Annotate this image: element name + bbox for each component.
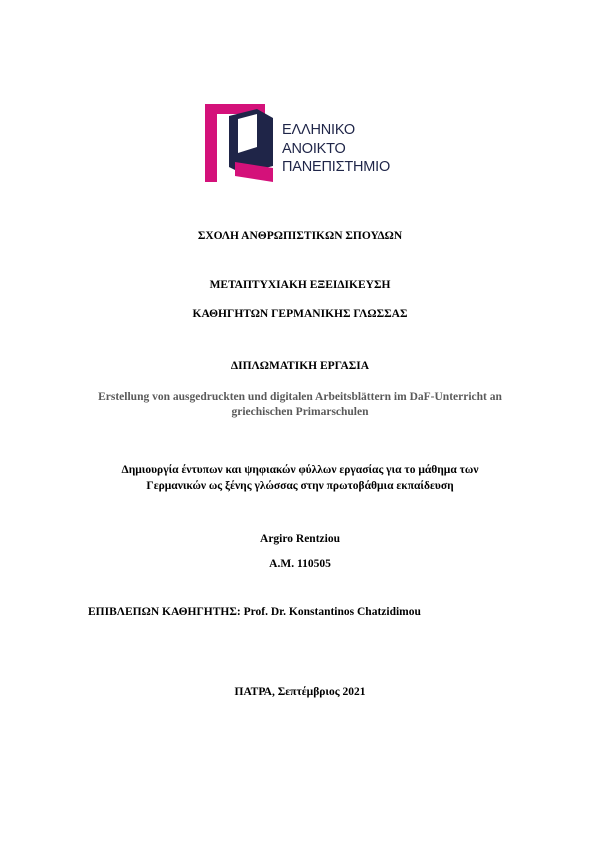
- program-line-1: ΜΕΤΑΠΤΥΧΙΑΚΗ ΕΞΕΙΔΙΚΕΥΣΗ: [209, 279, 391, 291]
- university-logo: [205, 104, 405, 182]
- german-title-line-2: griechischen Primarschulen: [231, 406, 369, 418]
- greek-title-line-1: Δημιουργία έντυπων και ψηφιακών φύλλων εργασίας για το μάθημα των: [121, 464, 479, 476]
- student-id: A.M. 110505: [269, 558, 331, 570]
- place-date: ΠΑΤΡΑ, Σεπτέμβριος 2021: [234, 686, 366, 698]
- logo-mark-icon: [205, 104, 277, 182]
- thesis-type: ΔΙΠΛΩΜΑΤΙΚΗ ΕΡΓΑΣΙΑ: [230, 360, 370, 372]
- logo-wordmark: [282, 121, 390, 177]
- school-name: ΣΧΟΛΗ ΑΝΘΡΩΠΙΣΤΙΚΩΝ ΣΠΟΥΔΩΝ: [197, 230, 403, 242]
- logo-line: ΑΝΟΙΚΤΟ: [282, 140, 346, 157]
- logo-line: ΕΛΛΗΝΙΚΟ: [282, 122, 355, 138]
- author-name: Argiro Rentziou: [260, 533, 340, 545]
- greek-title-line-2: Γερμανικών ως ξένης γλώσσας στην πρωτοβάθμια εκπαίδευση: [146, 480, 454, 492]
- german-title-line-1: Erstellung von ausgedruckten und digitalen Arbeitsblättern im DaF-Unterricht an: [98, 391, 502, 403]
- supervisor: ΕΠΙΒΛΕΠΩΝ ΚΑΘΗΓΗΤΗΣ: Prof. Dr. Konstantinos Chatzidimou: [88, 606, 421, 618]
- program-line-2: ΚΑΘΗΓΗΤΩΝ ΓΕΡΜΑΝΙΚΗΣ ΓΛΩΣΣΑΣ: [192, 308, 408, 320]
- logo-line: ΠΑΝΕΠΙΣΤΗΜΙΟ: [282, 159, 391, 175]
